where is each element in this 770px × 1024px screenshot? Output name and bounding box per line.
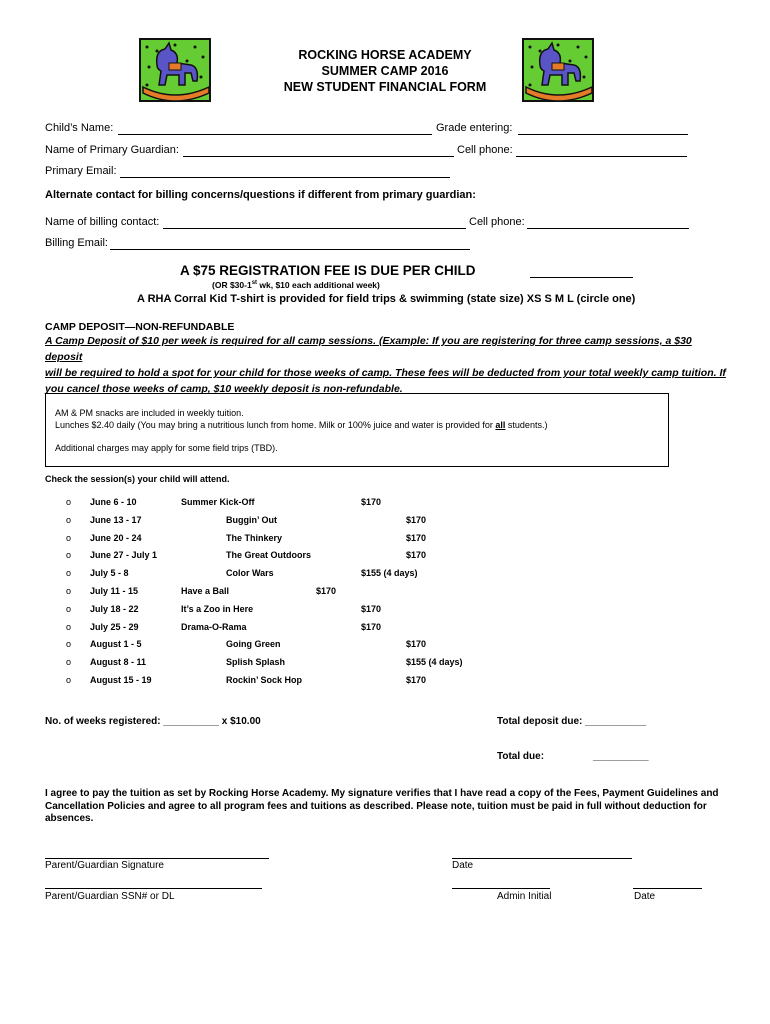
parent-signature-label: Parent/Guardian Signature bbox=[45, 860, 164, 871]
session-checkbox[interactable]: o bbox=[66, 550, 72, 560]
camp-deposit-heading: CAMP DEPOSIT—NON-REFUNDABLE bbox=[45, 321, 235, 333]
rocking-horse-logo-right bbox=[518, 37, 598, 109]
billing-cell-field[interactable] bbox=[527, 228, 689, 229]
primary-email-label: Primary Email: bbox=[45, 165, 117, 177]
session-price: $170 bbox=[406, 639, 427, 649]
camp-deposit-line-2: will be required to hold a spot for your child for those weeks of camp. These fees will be deducted from your total weekly camp tuition. If bbox=[45, 367, 726, 379]
registration-fee-subnote bbox=[212, 280, 380, 290]
admin-initial-field[interactable] bbox=[452, 888, 550, 889]
session-price: $155 (4 days) bbox=[361, 568, 418, 578]
subnote-suffix: wk, $10 each additional week) bbox=[257, 280, 380, 290]
sessions-heading: Check the session(s) your child will attend. bbox=[45, 474, 230, 484]
tshirt-note: A RHA Corral Kid T-shirt is provided for field trips & swimming (state size) XS S M L (circle one) bbox=[137, 293, 636, 305]
lunch-suffix: students.) bbox=[505, 420, 548, 430]
lunch-note bbox=[55, 420, 547, 430]
session-name: Have a Ball bbox=[181, 586, 230, 596]
session-name: It’s a Zoo in Here bbox=[181, 604, 254, 614]
session-name: Color Wars bbox=[226, 568, 274, 578]
session-checkbox[interactable]: o bbox=[66, 675, 72, 685]
session-price: $155 (4 days) bbox=[406, 657, 463, 667]
session-dates: July 25 - 29 bbox=[90, 622, 139, 632]
session-name: Summer Kick-Off bbox=[181, 497, 255, 507]
session-checkbox[interactable]: o bbox=[66, 533, 72, 543]
parent-signature-field[interactable] bbox=[45, 858, 269, 859]
session-dates: August 1 - 5 bbox=[90, 639, 142, 649]
session-dates: June 20 - 24 bbox=[90, 533, 142, 543]
session-price: $170 bbox=[361, 622, 382, 632]
snacks-note: AM & PM snacks are included in weekly tuition. bbox=[55, 408, 244, 418]
subnote-prefix: (OR $30-1 bbox=[212, 280, 252, 290]
session-dates: July 11 - 15 bbox=[90, 586, 139, 596]
title-line-2: SUMMER CAMP 2016 bbox=[321, 64, 449, 78]
session-dates: August 15 - 19 bbox=[90, 675, 152, 685]
session-price: $170 bbox=[406, 550, 427, 560]
session-checkbox[interactable]: o bbox=[66, 604, 72, 614]
registration-fee-heading: A $75 REGISTRATION FEE IS DUE PER CHILD bbox=[180, 263, 476, 278]
session-checkbox[interactable]: o bbox=[66, 497, 72, 507]
session-dates: July 5 - 8 bbox=[90, 568, 129, 578]
admin-initial-label: Admin Initial bbox=[497, 891, 552, 902]
cell-phone-field[interactable] bbox=[516, 156, 687, 157]
session-dates: June 13 - 17 bbox=[90, 515, 142, 525]
billing-contact-label: Name of billing contact: bbox=[45, 216, 160, 228]
total-due-label: Total due: bbox=[497, 751, 545, 762]
childs-name-field[interactable] bbox=[118, 134, 432, 135]
date-field-2[interactable] bbox=[633, 888, 702, 889]
total-due-field[interactable]: __________ bbox=[593, 751, 649, 762]
subnote-sup: st bbox=[251, 280, 258, 287]
childs-name-label: Child’s Name: bbox=[45, 122, 114, 134]
session-price: $170 bbox=[406, 675, 427, 685]
date-field-1[interactable] bbox=[452, 858, 632, 859]
ssn-label: Parent/Guardian SSN# or DL bbox=[45, 891, 175, 902]
lunch-all: all bbox=[495, 420, 506, 430]
camp-deposit-text bbox=[45, 333, 727, 397]
title-line-1: ROCKING HORSE ACADEMY bbox=[298, 48, 472, 62]
session-name: Rockin’ Sock Hop bbox=[226, 675, 303, 685]
camp-deposit-line-1: A Camp Deposit of $10 per week is required for all camp sessions. (Example: If you are registering for three camp sessions, a $30 deposit bbox=[45, 335, 692, 363]
weeks-registered: No. of weeks registered: __________ x $10.00 bbox=[45, 716, 261, 727]
session-dates: July 18 - 22 bbox=[90, 604, 139, 614]
total-deposit-due: Total deposit due: ___________ bbox=[497, 716, 647, 727]
grade-entering-field[interactable] bbox=[518, 134, 688, 135]
session-checkbox[interactable]: o bbox=[66, 657, 72, 667]
billing-contact-field[interactable] bbox=[163, 228, 466, 229]
session-name: The Thinkery bbox=[226, 533, 283, 543]
date-label-2: Date bbox=[634, 891, 656, 902]
session-price: $170 bbox=[361, 497, 382, 507]
agreement-text: I agree to pay the tuition as set by Rocking Horse Academy. My signature verifies that I have read a copy of the Fees, Payment Guidelines and Cancellation Policies and agree to all program fees and tuitions as described. Please note, tuition must be paid in full without deduction for absences. bbox=[45, 788, 719, 824]
session-name: The Great Outdoors bbox=[226, 550, 312, 560]
billing-email-field[interactable] bbox=[110, 249, 470, 250]
session-dates: June 27 - July 1 bbox=[90, 550, 158, 560]
ssn-field[interactable] bbox=[45, 888, 262, 889]
session-checkbox[interactable]: o bbox=[66, 586, 72, 596]
billing-cell-label: Cell phone: bbox=[469, 216, 525, 228]
session-name: Buggin’ Out bbox=[226, 515, 277, 525]
session-dates: June 6 - 10 bbox=[90, 497, 137, 507]
session-checkbox[interactable]: o bbox=[66, 639, 72, 649]
session-name: Splish Splash bbox=[226, 657, 286, 667]
session-name: Drama-O-Rama bbox=[181, 622, 247, 632]
form-title bbox=[240, 47, 530, 95]
additional-charges-note: Additional charges may apply for some field trips (TBD). bbox=[55, 443, 278, 453]
primary-email-field[interactable] bbox=[120, 177, 450, 178]
rocking-horse-logo-left bbox=[135, 37, 215, 109]
session-checkbox[interactable]: o bbox=[66, 568, 72, 578]
session-price: $170 bbox=[361, 604, 382, 614]
primary-guardian-field[interactable] bbox=[183, 156, 454, 157]
title-line-3: NEW STUDENT FINANCIAL FORM bbox=[283, 80, 487, 94]
info-box bbox=[45, 393, 669, 467]
billing-email-label: Billing Email: bbox=[45, 237, 108, 249]
cell-phone-label: Cell phone: bbox=[457, 144, 513, 156]
alternate-contact-heading: Alternate contact for billing concerns/questions if different from primary guardian: bbox=[45, 189, 476, 201]
registration-fee-field[interactable] bbox=[530, 277, 633, 278]
session-price: $170 bbox=[316, 586, 337, 596]
grade-entering-label: Grade entering: bbox=[436, 122, 513, 134]
session-name: Going Green bbox=[226, 639, 281, 649]
lunch-prefix: Lunches $2.40 daily (You may bring a nutritious lunch from home. Milk or 100% juice and water is provided for bbox=[55, 420, 496, 430]
session-price: $170 bbox=[406, 515, 427, 525]
date-label-1: Date bbox=[452, 860, 474, 871]
session-checkbox[interactable]: o bbox=[66, 515, 72, 525]
session-checkbox[interactable]: o bbox=[66, 622, 72, 632]
primary-guardian-label: Name of Primary Guardian: bbox=[45, 144, 179, 156]
session-dates: August 8 - 11 bbox=[90, 657, 147, 667]
session-price: $170 bbox=[406, 533, 427, 543]
camp-deposit-line-3: you cancel those weeks of camp, $10 weekly deposit is non-refundable. bbox=[45, 383, 403, 395]
